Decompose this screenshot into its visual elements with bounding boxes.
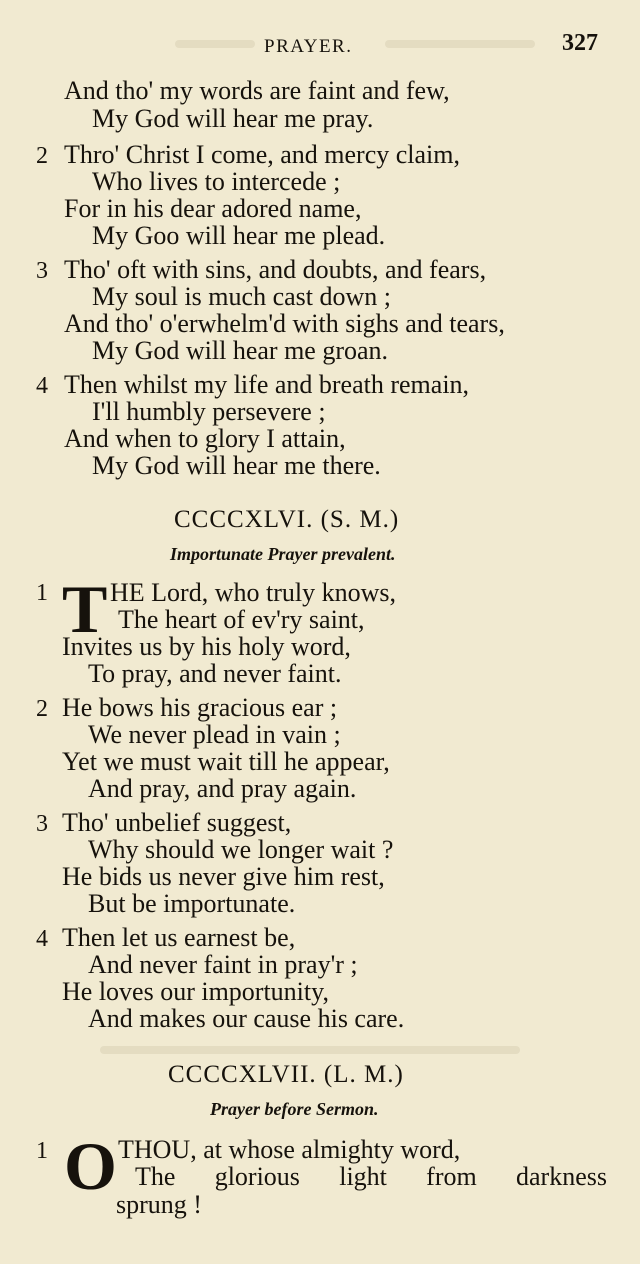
verse-number: 2 — [36, 143, 48, 169]
verse-line: The heart of ev'ry saint, — [118, 605, 365, 634]
verse-line: My Goo will hear me plead. — [92, 221, 386, 250]
running-header-title: PRAYER. — [264, 36, 353, 57]
word: The — [135, 1162, 176, 1191]
verse-line: sprung ! — [116, 1190, 202, 1219]
bleed-through-mark — [175, 40, 255, 48]
verse-line: He loves our importunity, — [62, 977, 329, 1006]
verse-line: My God will hear me pray. — [92, 104, 374, 133]
verse-line: Yet we must wait till he appear, — [62, 747, 390, 776]
verse-number: 1 — [36, 580, 48, 606]
verse-line: I'll humbly persevere ; — [92, 397, 326, 426]
hymn-title: CCCCXLVII. (L. M.) — [168, 1061, 404, 1088]
verse-number: 4 — [36, 373, 48, 399]
word: glorious — [214, 1162, 300, 1191]
word: from — [426, 1162, 477, 1191]
verse-line: Thro' Christ I come, and mercy claim, — [64, 140, 461, 169]
verse-number: 3 — [36, 258, 48, 284]
verse-line: Who lives to intercede ; — [92, 167, 341, 196]
verse-line: Why should we longer wait ? — [88, 835, 394, 864]
verse-line: He bows his gracious ear ; — [62, 693, 338, 722]
verse-line: We never plead in vain ; — [88, 720, 341, 749]
verse-line: Tho' oft with sins, and doubts, and fears, — [64, 255, 487, 284]
verse-line: My God will hear me there. — [92, 451, 381, 480]
hymn-subtitle: Prayer before Sermon. — [210, 1099, 379, 1119]
word: darkness — [516, 1162, 607, 1191]
verse-line: To pray, and never faint. — [88, 659, 342, 688]
verse-line-justified — [135, 1162, 607, 1192]
page-number: 327 — [562, 30, 598, 56]
word: light — [339, 1162, 387, 1191]
verse-line: My God will hear me groan. — [92, 336, 389, 365]
verse-number: 1 — [36, 1138, 48, 1164]
verse-line: He bids us never give him rest, — [62, 862, 385, 891]
verse-line: And pray, and pray again. — [88, 774, 357, 803]
verse-line: Tho' unbelief suggest, — [62, 808, 292, 837]
verse-line: And never faint in pray'r ; — [88, 950, 358, 979]
bleed-through-mark — [100, 1046, 520, 1054]
drop-cap: T — [62, 571, 108, 647]
verse-number: 4 — [36, 926, 48, 952]
hymn-subtitle: Importunate Prayer prevalent. — [170, 544, 396, 564]
verse-line: Then let us earnest be, — [62, 923, 296, 952]
verse-number: 2 — [36, 696, 48, 722]
verse-line: And makes our cause his care. — [88, 1004, 405, 1033]
bleed-through-mark — [385, 40, 535, 48]
verse-line: THOU, at whose almighty word, — [118, 1135, 461, 1164]
verse-line: HE Lord, who truly knows, — [110, 578, 396, 607]
verse-line: And tho' o'erwhelm'd with sighs and tears, — [64, 309, 505, 338]
verse-line: And tho' my words are faint and few, — [64, 76, 450, 105]
verse-line: Then whilst my life and breath remain, — [64, 370, 470, 399]
drop-cap: O — [64, 1128, 117, 1204]
verse-line: And when to glory I attain, — [64, 424, 346, 453]
verse-line: But be importunate. — [88, 889, 296, 918]
hymn-title: CCCCXLVI. (S. M.) — [174, 506, 400, 533]
verse-line: My soul is much cast down ; — [92, 282, 391, 311]
verse-number: 3 — [36, 811, 48, 837]
verse-line: Invites us by his holy word, — [62, 632, 351, 661]
verse-line: For in his dear adored name, — [64, 194, 362, 223]
